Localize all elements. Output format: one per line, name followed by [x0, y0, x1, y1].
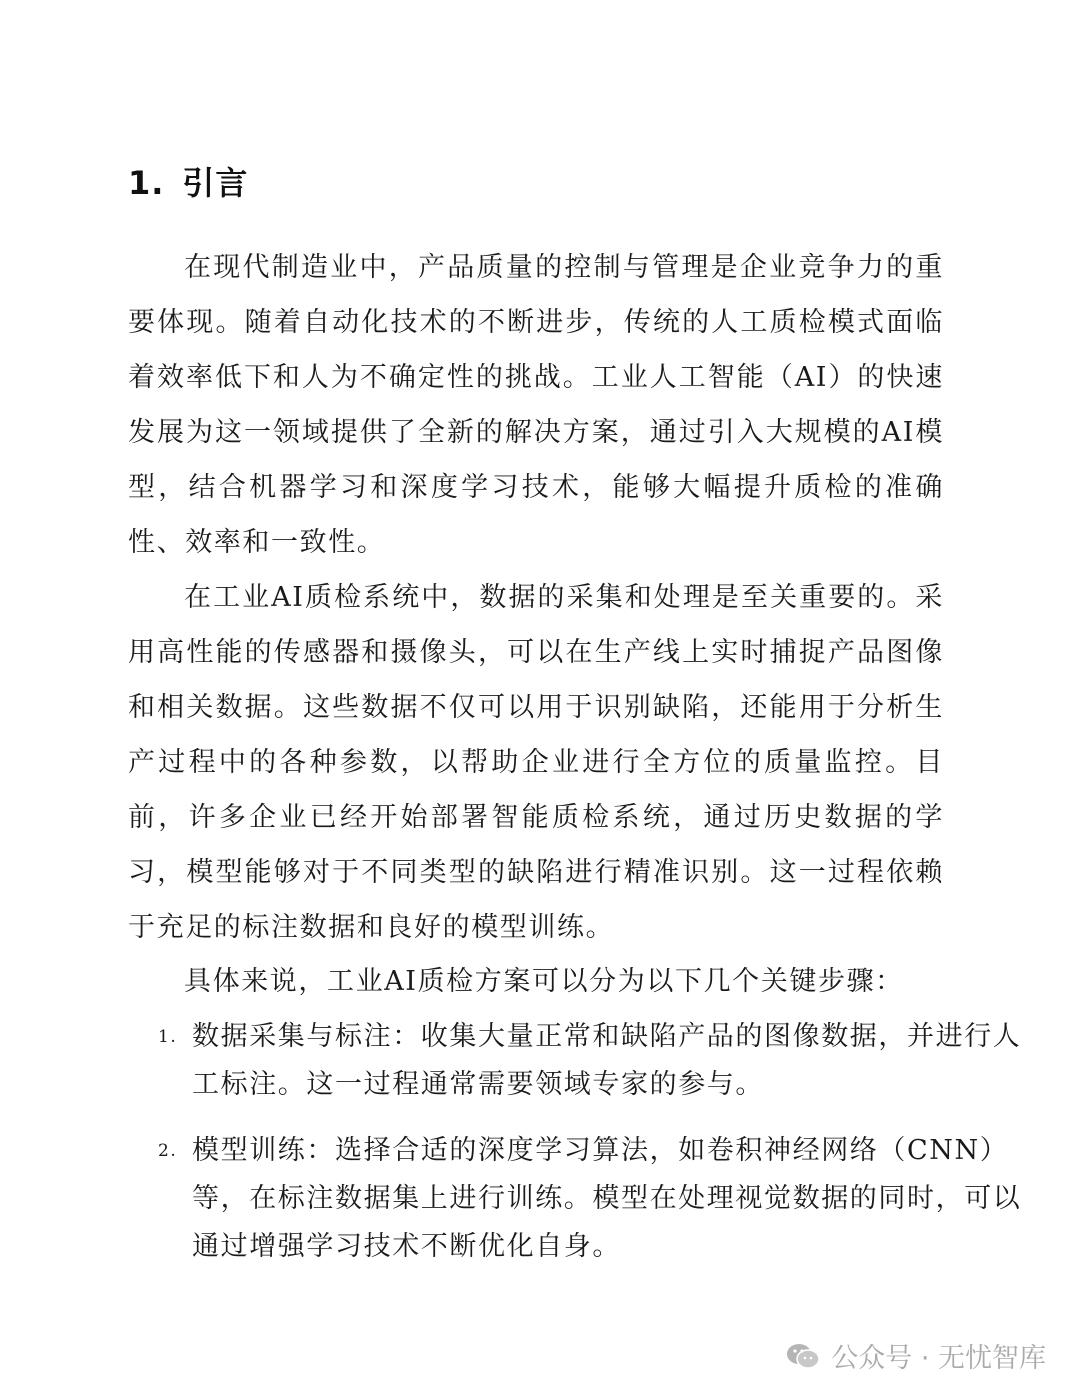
- body-paragraph: 在现代制造业中，产品质量的控制与管理是企业竞争力的重要体现。随着自动化技术的不断进步，传统的人工质检模式面临着效率低下和人为不确定性的挑战。工业人工智能（AI）的快速发展为这一领域提供了全新的解决方案，通过引入大规模的AI模型，结合机器学习和深度学习技术，能够大幅提升质检的准确性、效率和一致性。: [128, 252, 945, 558]
- section-number: 1.: [128, 164, 165, 202]
- list-intro: 具体来说，工业AI质检方案可以分为以下几个关键步骤：: [184, 966, 904, 997]
- watermark-text: 公众号 · 无忧智库: [831, 1343, 1046, 1374]
- list-item-text: 数据采集与标注：收集大量正常和缺陷产品的图像数据，并进行人工标注。这一过程通常需要领域专家的参与。: [192, 1021, 1022, 1100]
- body-paragraph: 在工业AI质检系统中，数据的采集和处理是至关重要的。采用高性能的传感器和摄像头，可以在生产线上实时捕捉产品图像和相关数据。这些数据不仅可以用于识别缺陷，还能用于分析生产过程中的各种参数，以帮助企业进行全方位的质量监控。目前，许多企业已经开始部署智能质检系统，通过历史数据的学习，模型能够对于不同类型的缺陷进行精准识别。这一过程依赖于充足的标注数据和良好的模型训练。: [128, 582, 944, 943]
- watermark: [785, 1336, 1046, 1375]
- list-item: [128, 1127, 1022, 1271]
- list-marker: 2.: [158, 1141, 178, 1161]
- section-heading: [128, 158, 248, 204]
- list-marker: 1.: [158, 1027, 178, 1047]
- wechat-icon: [785, 1341, 821, 1371]
- list-item: [128, 1013, 1022, 1109]
- section-title: 引言: [182, 164, 249, 202]
- list-item-text: 模型训练：选择合适的深度学习算法，如卷积神经网络（CNN）等，在标注数据集上进行训练。模型在处理视觉数据的同时，可以通过增强学习技术不断优化自身。: [192, 1135, 1022, 1262]
